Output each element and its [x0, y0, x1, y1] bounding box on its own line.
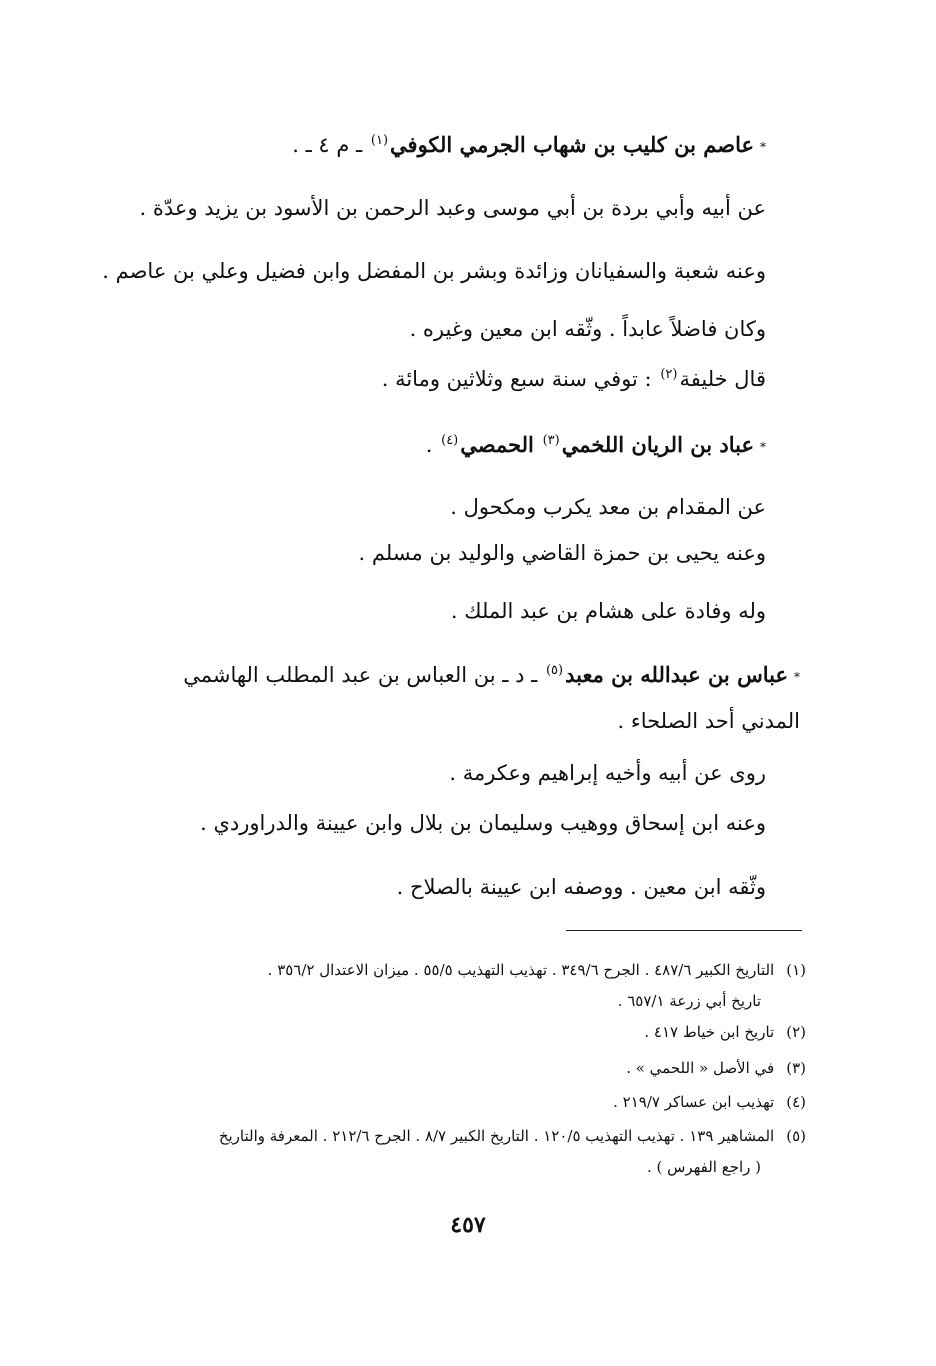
entry-heading [426, 430, 766, 462]
footnote-number: (١) [786, 961, 806, 979]
entry-line: عن المقدام بن معد يكرب ومكحول . [450, 495, 766, 519]
footnote-text: التاريخ الكبير ٤٨٧/٦ . الجرح ٣٤٩/٦ . تهذيب التهذيب ٥٥/٥ . ميزان الاعتدال ٣٥٦/٢ . [267, 961, 775, 979]
entry-line: وله وفادة على هشام بن عبد الملك . [450, 599, 766, 623]
footnote-ref: (١) [370, 133, 389, 148]
footnote [626, 1056, 806, 1080]
footnote-number: (٣) [786, 1059, 806, 1077]
entry-line: وكان فاضلاً عابداً . وثّقه ابن معين وغيره . [409, 317, 766, 341]
footnote-continuation: ( راجع الفهرس ) . [646, 1158, 761, 1176]
note-prefix: قال خليفة [679, 367, 766, 391]
footnote-text: تهذيب ابن عساكر ٢١٩/٧ . [613, 1093, 775, 1111]
entry-heading [183, 660, 800, 692]
entry-tail: . [425, 433, 433, 457]
footnote-number: (٥) [786, 1127, 806, 1145]
footnote [613, 1090, 806, 1114]
entry-line: وعنه يحيى بن حمزة القاضي والوليد بن مسلم . [358, 541, 766, 565]
footnote-divider [566, 930, 802, 931]
footnote-ref: (٣) [542, 433, 560, 448]
footnote-text: في الأصل « اللحمي » . [626, 1059, 775, 1077]
entry-name: عباس بن عبدالله بن معبد [565, 662, 788, 687]
page-number: ٤٥٧ [450, 1212, 486, 1238]
footnote-ref: (٢) [660, 367, 678, 382]
footnote-text: المشاهير ١٣٩ . تهذيب التهذيب ١٢٠/٥ . التاريخ الكبير ٨/٧ . الجرح ٢١٢/٦ . المعرفة والتاريخ [218, 1127, 775, 1145]
entry-note [382, 364, 766, 394]
footnote-number: (٢) [786, 1023, 806, 1041]
entry-line: وعنه ابن إسحاق ووهيب وسليمان بن بلال وابن عيينة والدراوردي . [200, 811, 766, 835]
entry-tail: ـ د ـ بن العباس بن عبد المطلب الهاشمي [183, 663, 538, 687]
footnote [644, 1020, 806, 1044]
footnote-text: تاريخ ابن خياط ٤١٧ . [644, 1023, 775, 1041]
entry-tail: ـ م ٤ ـ . [292, 133, 363, 157]
entry-line: روى عن أبيه وأخيه إبراهيم وعكرمة . [449, 761, 766, 785]
footnote-continuation: تاريخ أبي زرعة ٦٥٧/١ . [617, 992, 761, 1010]
footnote [268, 958, 806, 982]
entry-line: وعنه شعبة والسفيانان وزائدة وبشر بن المفضل وابن فضيل وعلي بن عاصم . [102, 259, 766, 283]
entry-marker: * [794, 669, 800, 684]
entry-marker: * [760, 439, 766, 454]
entry-line: وثّقه ابن معين . ووصفه ابن عيينة بالصلاح . [396, 875, 766, 899]
footnote-number: (٤) [786, 1093, 806, 1111]
note-suffix: : توفي سنة سبع وثلاثين ومائة . [381, 367, 652, 391]
entry-line: المدني أحد الصلحاء . [617, 709, 800, 733]
entry-line: عن أبيه وأبي بردة بن أبي موسى وعبد الرحمن بن الأسود بن يزيد وعدّة . [139, 196, 766, 220]
entry-heading [292, 130, 766, 162]
entry-name: عباد بن الريان اللخمي [561, 432, 754, 457]
footnote-ref: (٤) [441, 433, 459, 448]
entry-name: عاصم بن كليب بن شهاب الجرمي الكوفي [390, 132, 754, 157]
footnote [219, 1124, 806, 1148]
entry-marker: * [760, 139, 766, 154]
footnote-ref: (٥) [545, 663, 564, 678]
entry-name-suffix: الحمصي [460, 432, 534, 457]
